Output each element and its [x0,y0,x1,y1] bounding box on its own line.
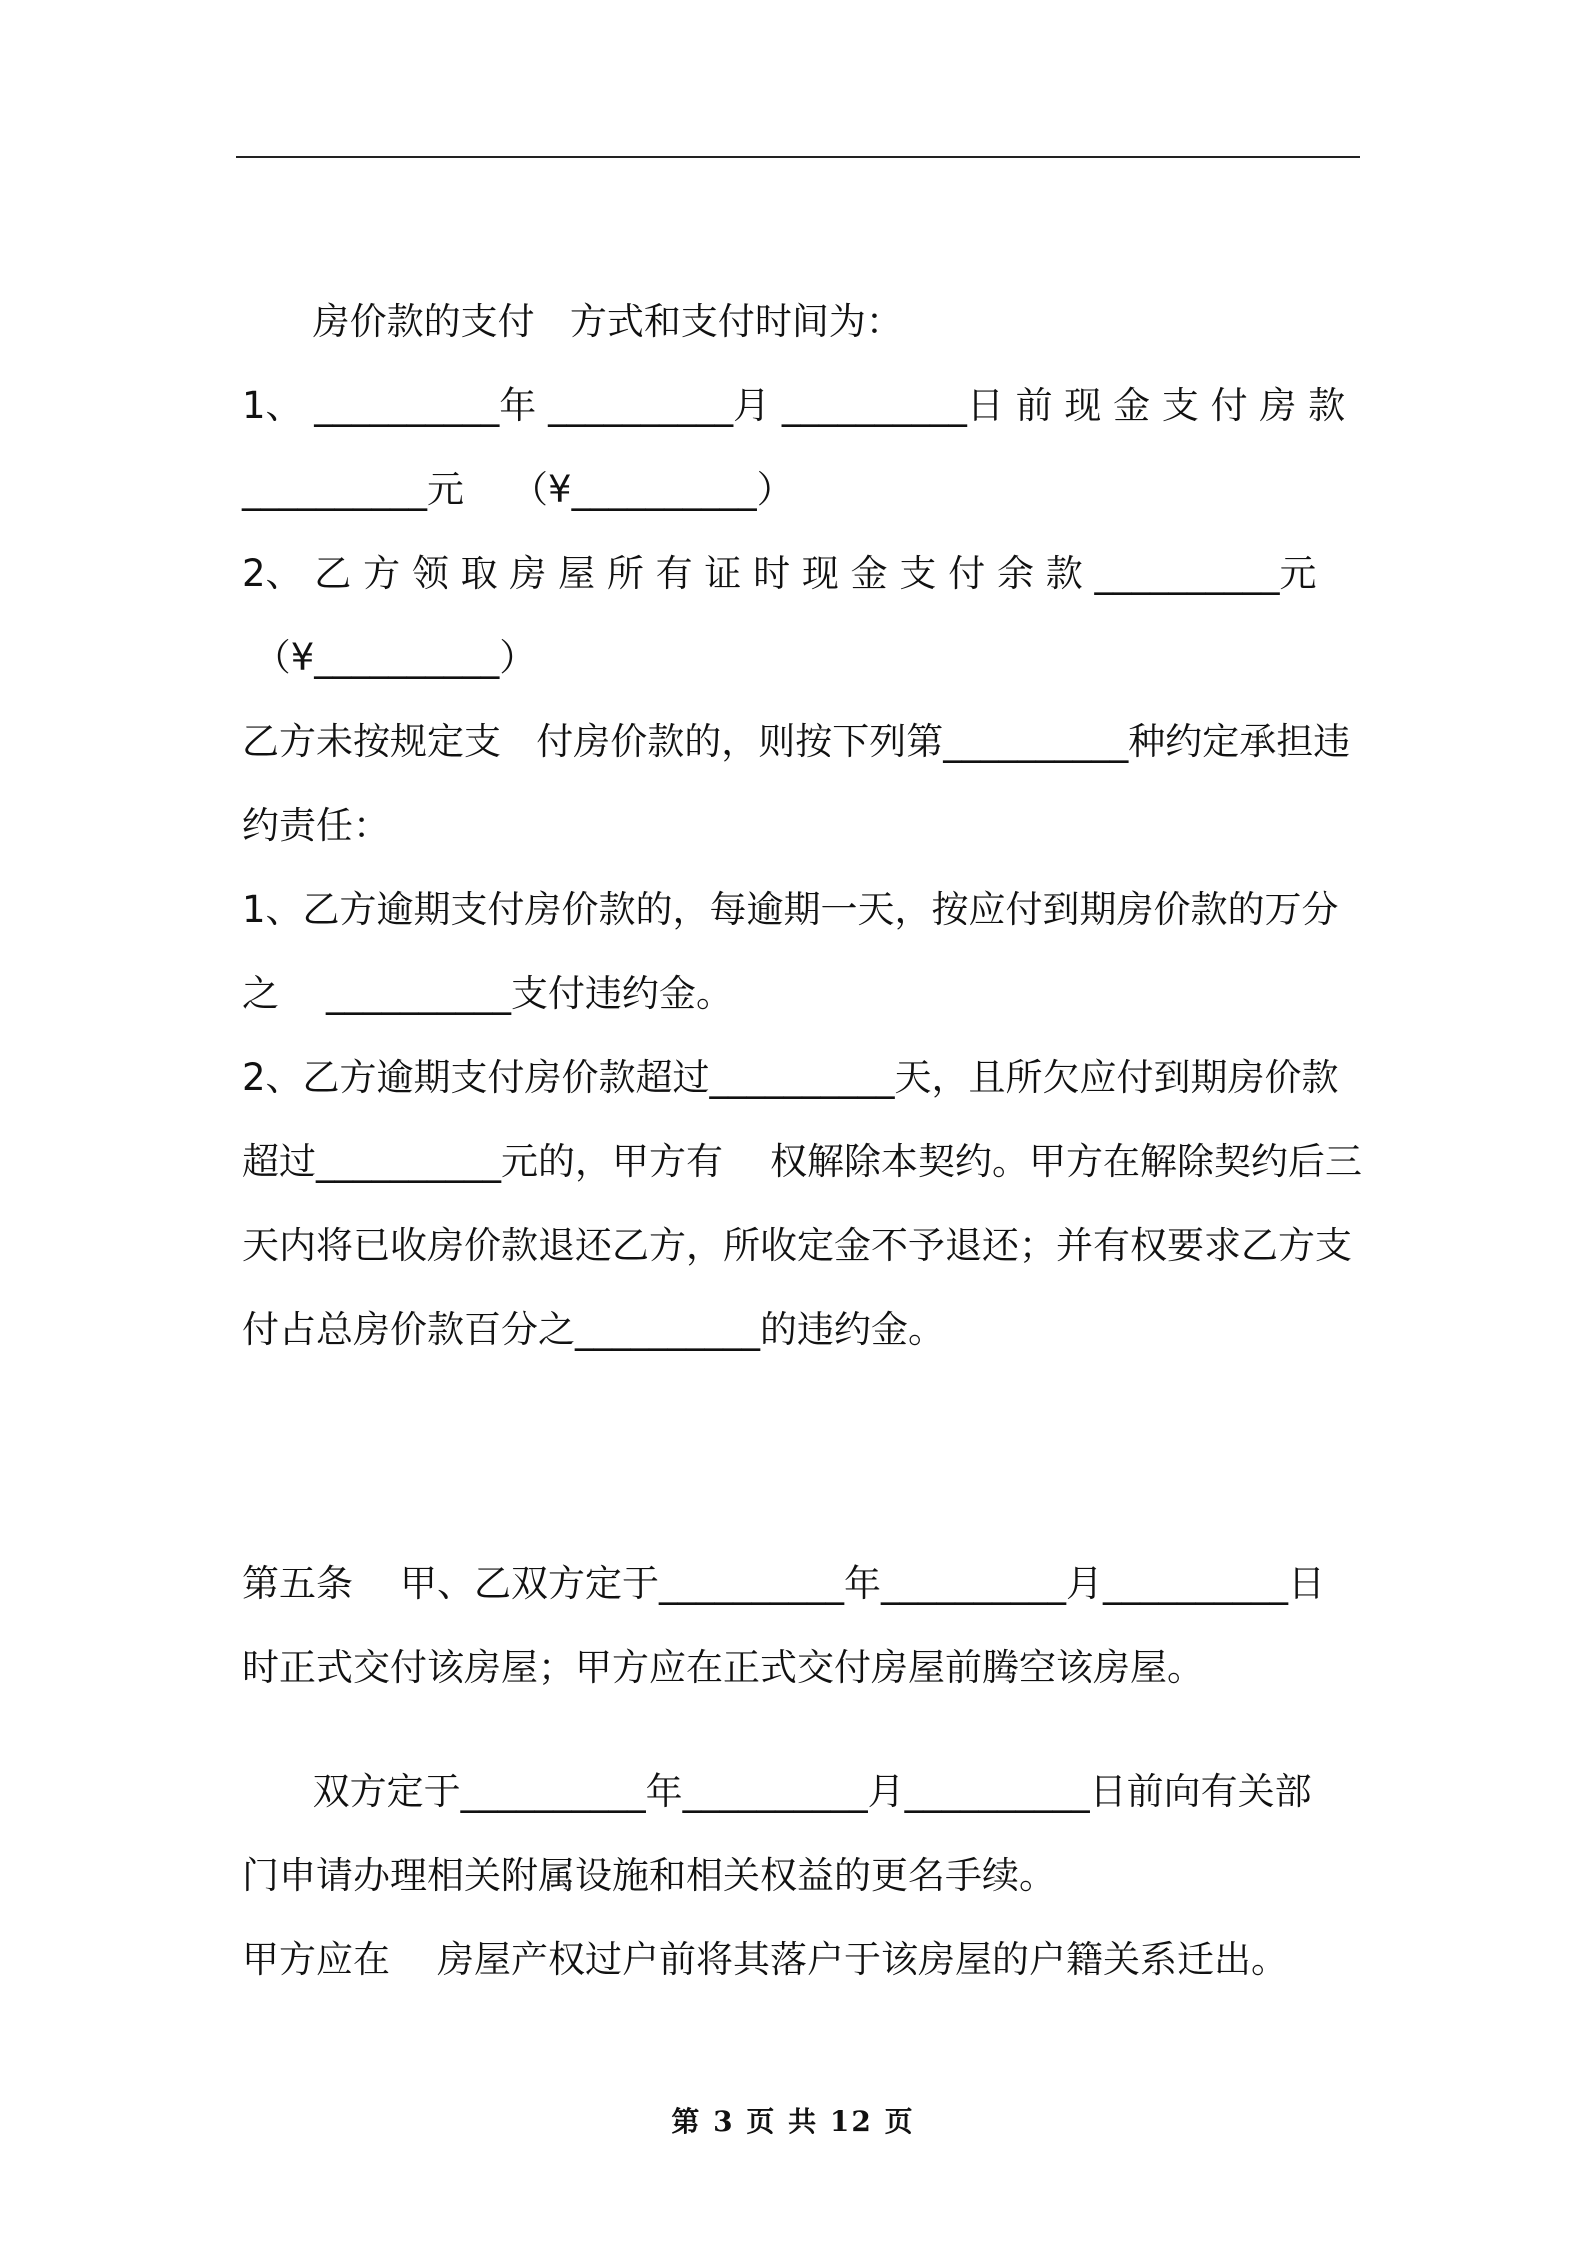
name-change-cont: 门申请办理相关附属设施和相关权益的更名手续。 [242,1854,1056,1897]
article5-text: 第五条 甲、乙双方定于__________年__________月__________日 [242,1562,1326,1605]
payment-item1-cont-line [242,448,1356,532]
page-number: 第 3 页 共 12 页 [671,2105,915,2138]
breach-item1-cont-line [242,952,1356,1036]
breach-item2-cont-line-1 [242,1120,1363,1204]
name-change-text: 双方定于__________年__________月__________日前向有关部 [242,1770,1312,1813]
article5-cont: 时正式交付该房屋；甲方应在正式交付房屋前腾空该房屋。 [242,1646,1204,1689]
payment-intro-line [242,280,1356,364]
household-registration-line [242,1918,1356,2002]
payment-item2-line [242,532,1356,616]
section-spacer [242,1372,1356,1542]
breach-item2-cont-line-2 [242,1204,1356,1288]
article5-cont-line [242,1626,1356,1710]
breach-intro: 乙方未按规定支 付房价款的，则按下列第__________种约定承担违 [242,720,1351,763]
breach-item1-text: 1、乙方逾期支付房价款的，每逾期一天，按应付到期房价款的万分 [242,888,1339,931]
payment-item2-text: 2、 乙 方 领 取 房 屋 所 有 证 时 现 金 支 付 余 款 __________元 [242,552,1317,595]
payment-intro: 房价款的支付 方式和支付时间为： [242,300,903,343]
breach-item2-text: 2、乙方逾期支付房价款超过__________天，且所欠应付到期房价款 [242,1056,1339,1099]
name-change-line [242,1750,1356,1834]
payment-item2-cont-line [242,616,1356,700]
breach-item2-cont-2: 天内将已收房价款退还乙方，所收定金不予退还；并有权要求乙方支 [242,1224,1352,1267]
breach-item2-cont-1: 超过__________元的，甲方有 权解除本契约。甲方在解除契约后三 [242,1140,1363,1183]
payment-item2-cont: （¥__________） [242,636,537,679]
section-spacer-2 [242,1710,1356,1750]
breach-item1-cont: 之 __________支付违约金。 [242,972,734,1015]
breach-item2-line [242,1036,1356,1120]
article5-line [242,1542,1356,1626]
breach-intro-cont: 约责任： [242,804,390,847]
name-change-cont-line [242,1834,1356,1918]
contract-body [242,280,1363,2002]
breach-intro-line [242,700,1356,784]
breach-intro-cont-line [242,784,1356,868]
breach-item2-cont-line-3 [242,1288,1356,1372]
breach-item2-cont-3: 付占总房价款百分之__________的违约金。 [242,1308,945,1351]
payment-item1-cont: __________元 （¥__________） [242,468,794,511]
payment-item1-line [242,364,1356,448]
payment-item1-text: 1、 __________年 __________月 __________日 前 现 金 支 付 房 款 [242,384,1346,427]
header-divider [236,156,1360,158]
breach-item1-line [242,868,1356,952]
household-registration-text: 甲方应在 房屋产权过户前将其落户于该房屋的户籍关系迁出。 [242,1938,1289,1981]
